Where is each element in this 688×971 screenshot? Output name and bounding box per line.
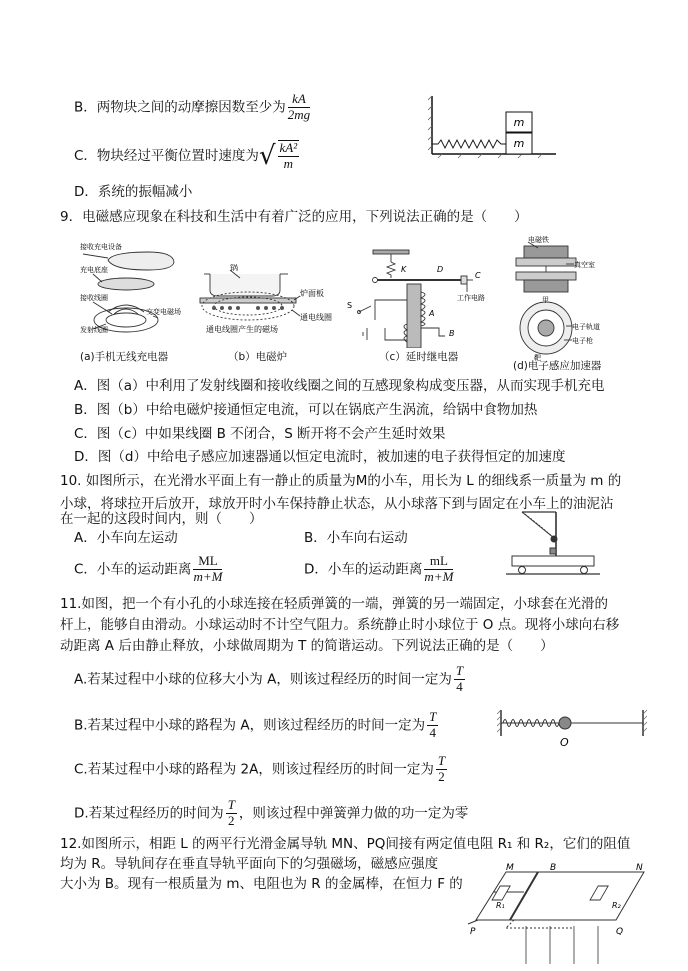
fig-a-label-field: 交变电磁场	[146, 308, 181, 316]
q9-figure-d-caption: (d)电子感应加速器	[513, 360, 602, 372]
q10-option-c-fraction: $\frac{ML}{m+M}$	[193, 553, 223, 584]
q8-option-c-fraction: $\frac{\text{kA²}}{m}$	[279, 140, 298, 171]
fig-c-label-d: D	[437, 265, 444, 274]
q12-label-r1: R₁	[496, 901, 505, 910]
q10-figure-cart-pendulum	[506, 510, 602, 576]
q8-figure-spring-blocks	[428, 92, 560, 164]
fig-a-label-receiver: 接收充电设备	[80, 243, 122, 251]
q11-figure-spring-rod	[497, 708, 647, 750]
fig-b-label-pot: 锅	[230, 264, 238, 272]
q10-option-b: B．小车向右运动	[304, 530, 408, 546]
fig-d-label-gun: 电子枪	[572, 337, 593, 345]
q9-option-b: B．图（b）中给电磁炉接通恒定电流，可以在锅底产生涡流，给锅中食物加热	[74, 402, 538, 418]
q12-line-3: 大小为 B。现有一根质量为 m、电阻也为 R 的金属棒，在恒力 F 的	[60, 876, 463, 892]
q12-label-m: M	[506, 863, 514, 873]
fig-a-label-receive-coil: 接收线圈	[80, 294, 108, 302]
q9-option-c: C．图（c）中如果线圈 B 不闭合，S 断开将不会产生延时效果	[74, 426, 446, 442]
q10-option-c: C．小车的运动距离 $\frac{ML}{m+M}$	[74, 553, 223, 584]
q12-label-p: P	[470, 927, 476, 937]
q11-label-o: O	[560, 736, 569, 749]
q9-figure-b-caption: （b）电磁炉	[228, 351, 288, 363]
q11-option-c-fraction: $\frac{T}{2}$	[437, 753, 446, 784]
fig-c-label-a: A	[429, 309, 435, 318]
q11-line-1: 11.如图，把一个有小孔的小球连接在轻质弹簧的一端，弹簧的另一端固定，小球套在光滑的	[60, 596, 608, 612]
q9-figure-b-induction-cooker	[196, 264, 341, 346]
q10-option-d: D．小车的运动距离 $\frac{mL}{m+M}$	[304, 553, 454, 584]
fig-d-label-jia: 甲	[542, 296, 549, 304]
fig-b-label-coil: 通电线圈	[300, 313, 332, 322]
fig-d-label-magnet: 电磁铁	[528, 236, 549, 244]
fig-c-label-b: B	[449, 329, 455, 338]
fig-c-label-k: K	[401, 265, 407, 274]
q9-figure-c-delay-relay	[345, 244, 495, 348]
q12-label-n: N	[636, 863, 643, 873]
q11-line-3: 动距离 A 后由静止释放，小球做周期为 T 的简谐运动。下列说法正确的是（ ）	[60, 638, 554, 654]
q10-option-a: A．小车向左运动	[74, 530, 178, 546]
q8-option-b: B．两物块之间的动摩擦因数至少为 $\frac{kA}{2mg}$	[74, 91, 311, 122]
q8-option-d: D．系统的振幅减小	[74, 184, 193, 200]
fig-d-label-vacuum: 真空室	[574, 261, 595, 269]
q9-figure-a-caption: (a)手机无线充电器	[80, 351, 169, 363]
q11-option-b-fraction: $\frac{T}{4}$	[429, 709, 437, 740]
q8-option-b-fraction: $\frac{kA}{2mg}$	[287, 91, 311, 122]
q12-figure-rails	[466, 862, 646, 968]
q10-line-1: 10. 如图所示，在光滑水平面上有一静止的质量为M的小车，用长为 L 的细线系一质量为 m 的	[60, 473, 622, 489]
q9-figure-a-wireless-charger	[78, 238, 183, 343]
q8-block-bottom-label: m	[513, 137, 525, 150]
fig-c-label-c: C	[475, 271, 481, 280]
q11-option-c: C.若某过程中小球的路程为 2A，则该过程经历的时间一定为 $\frac{T}{2}$	[74, 753, 446, 784]
fig-b-label-panel: 炉面板	[300, 289, 324, 298]
fig-a-label-base: 充电底座	[80, 266, 108, 274]
q12-line-2: 均为 R。导轨间存在垂直导轨平面向下的匀强磁场，磁感应强度	[60, 856, 439, 872]
q9-figure-d-betatron	[508, 236, 620, 362]
q12-label-b: B	[550, 863, 557, 873]
q8-option-c: C．物块经过平衡位置时速度为√ $\frac{\text{kA²}}{m}$	[74, 140, 298, 171]
fig-b-label-field: 通电线圈产生的磁场	[206, 325, 278, 334]
q8-block-top-label: m	[513, 116, 525, 129]
fig-c-label-s: S	[347, 301, 353, 310]
q11-option-a: A.若某过程中小球的位移大小为 A，则该过程经历的时间一定为 $\frac{T}{4}$	[74, 663, 464, 694]
fig-d-label-orbit: 电子轨道	[572, 323, 600, 331]
q12-label-q: Q	[616, 927, 624, 937]
q10-line-2: 小球，将球拉开后放开，球放开时小车保持静止状态，从小球落下到与固定在小车上的油泥沾	[60, 496, 614, 512]
q12-line-1: 12.如图所示，相距 L 的两平行光滑金属导轨 MN、PQ间接有两定值电阻 R₁ 和 R₂，它们的阻值	[60, 836, 631, 852]
q11-option-d: D.若某过程经历的时间为 $\frac{T}{2}$ ，则该过程中弹簧弹力做的功一定为零	[74, 797, 469, 828]
fig-a-label-transmit-coil: 发射线圈	[80, 326, 108, 334]
q11-option-d-fraction: $\frac{T}{2}$	[227, 797, 235, 828]
q9-stem: 9．电磁感应现象在科技和生活中有着广泛的应用，下列说法正确的是（ ）	[60, 209, 528, 225]
sqrt-sign: √	[258, 140, 276, 171]
q10-option-d-fraction: $\frac{mL}{m+M}$	[424, 553, 454, 584]
q11-line-2: 杆上，能够自由滑动。小球运动时不计空气阻力。系统静止时小球位于 O 点。现将小球向右移	[60, 617, 620, 633]
fig-d-label-target: 靶	[534, 354, 541, 362]
q11-option-a-fraction: $\frac{T}{4}$	[455, 663, 464, 694]
q9-figure-c-caption: （c）延时继电器	[379, 351, 459, 363]
q10-line-3: 在一起的这段时间内，则（ ）	[60, 511, 263, 527]
q12-label-r2: R₂	[612, 901, 621, 910]
q9-option-a: A．图（a）中利用了发射线圈和接收线圈之间的互感现象构成变压器，从而实现手机充电	[74, 378, 605, 394]
q9-option-d: D．图（d）中给电子感应加速器通以恒定电流时，被加速的电子获得恒定的加速度	[74, 449, 566, 465]
q11-option-b: B.若某过程中小球的路程为 A，则该过程经历的时间一定为 $\frac{T}{4}$	[74, 709, 437, 740]
fig-c-label-work-circuit: 工作电路	[457, 294, 485, 302]
